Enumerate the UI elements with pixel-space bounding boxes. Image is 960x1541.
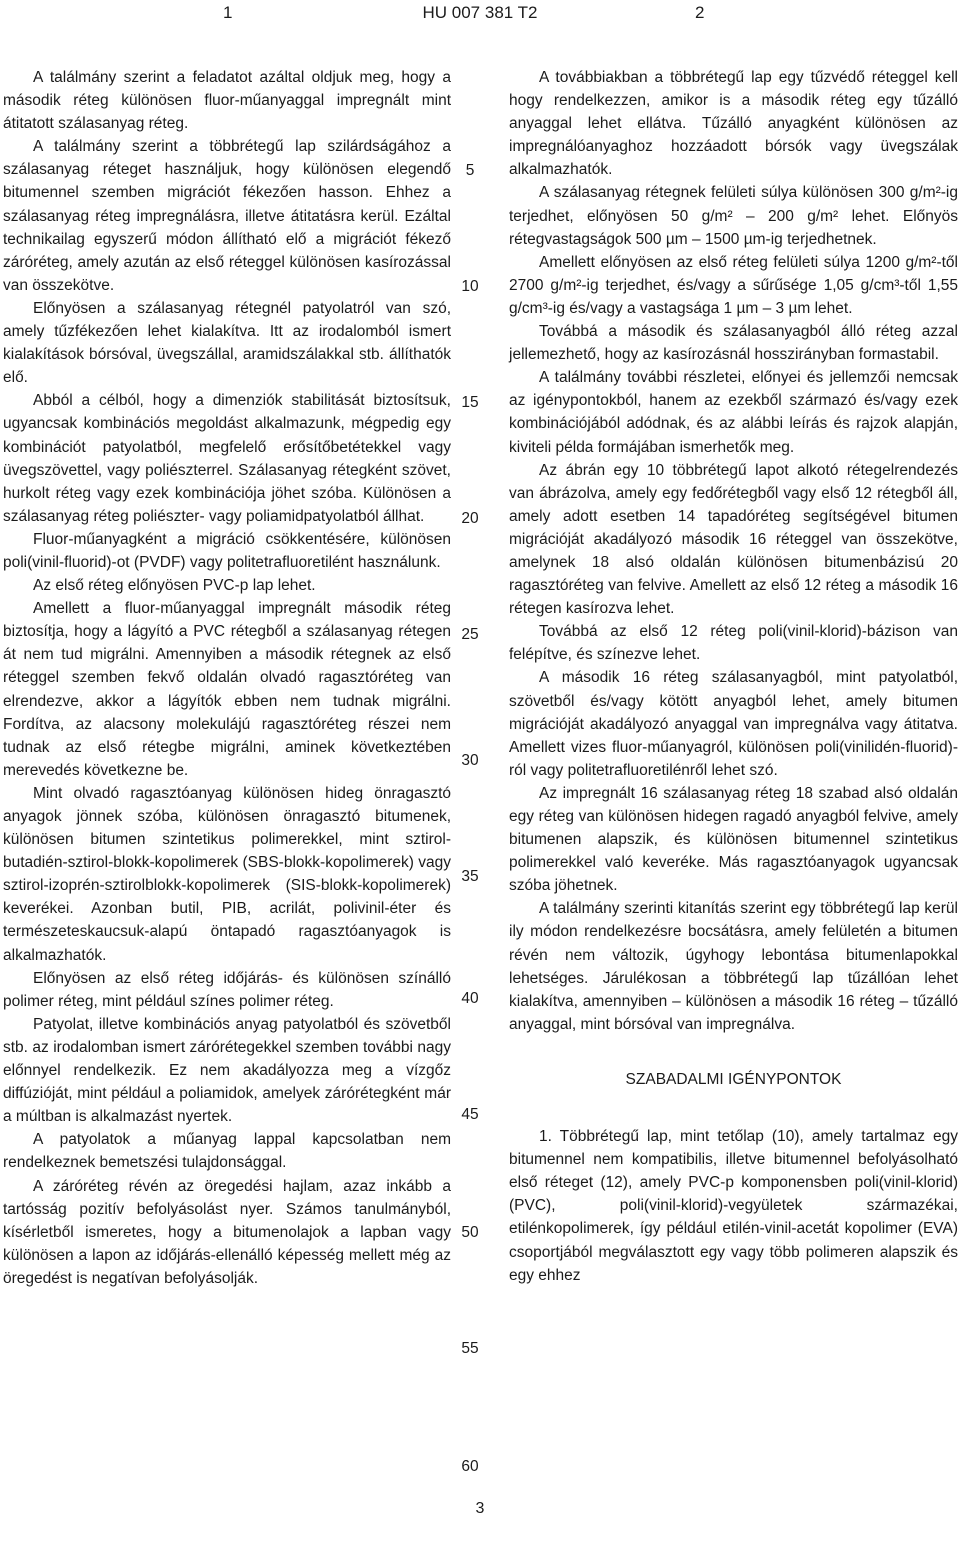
paragraph: A patyolatok a műanyag lappal kapcsolatban nem rendelkeznek bemetszési tulajdonsággal. — [3, 1131, 451, 1172]
paragraph: Továbbá az első 12 réteg poli(vinil-klorid)-bázison van felépítve, és színezve lehet. — [509, 623, 958, 664]
line-number: 55 — [461, 1340, 479, 1357]
paragraph: Előnyösen a szálasanyag rétegnél patyolatról van szó, amely tűzfékezően lehet kialakítva. Itt az irodalomból ismert kialakítások bórsóval, üvegszállal, aramidszálakkal stb. állíthatók elő. — [3, 299, 451, 387]
line-number: 35 — [461, 868, 479, 885]
line-number: 20 — [461, 510, 479, 527]
paragraph: A záróréteg révén az öregedési hajlam, azaz inkább a tartósság pozitív befolyásolást nyer. Számos tanulmányból, kísérletből ismeretes, hogy a bitumenolajok a lapban vagy különösen a lapon az időjárás-ellenálló képesség mellett még az öregedést is negatívan befolyásolják. — [3, 1177, 451, 1287]
left-column — [3, 66, 451, 1290]
paragraph: Fluor-műanyagként a migráció csökkentésére, különösen poli(vinil-fluorid)-ot (PVDF) vagy politetrafluoretilént használunk. — [3, 530, 451, 571]
document-id: HU 007 381 T2 — [422, 3, 538, 22]
paragraph: Patyolat, illetve kombinációs anyag patyolatból és szövetből stb. az irodalomban ismert zárórétegekkel szemben további nagy előnnyel rendelkezik. Ez nem akadályozza meg a vízgőz diffúzióját, mint például a poliamidok, amelyek zárórétegként már a múltban is alkalmazást nyertek. — [3, 1015, 451, 1126]
paragraph: Amellett előnyösen az első réteg felületi súlya 1200 g/m²-től 2700 g/m²-ig terjedhet, és/vagy a sűrűsége 1,05 g/cm³-től 1,55 g/cm³-ig és/vagy a vastagsága 1 µm – 3 µm lehet. — [509, 253, 958, 317]
claim-1: 1. Többrétegű lap, mint tetőlap (10), amely tartalmaz egy bitumennel nem kompatibilis, illetve bitumennel befolyásolható első réteget (12), amely PVC-p komponensben poli(vinil-klorid) (PVC), poli(vinil-klorid)-vegyületek származékai, etilénkopolimerek, így például etilén-vinil-acetát kopolimer (EVA) csoportjából megválasztott egy vagy több polimeren alapszik és egy ehhez — [509, 1128, 958, 1284]
paragraph: Mint olvadó ragasztóanyag különösen hideg önragasztó anyagok jönnek szóba, különösen önragasztó bitumenek, különösen bitumen szintetikus polimerekkel, mint sztirol-butadién-sztirol-blokk-kopolimerek (SBS-blokk-kopolimerek) vagy sztirol-izoprén-sztirolblokk-kopolimerek (SIS-blokk-kopolimerek) keverékei. Azonban butil, PIB, acrilát, polivinil-éter és természeteskaucsuk-alapú öntapadó ragasztóanyagok is alkalmazhatók. — [3, 784, 451, 964]
paragraph: A találmány további részletei, előnyei és jellemzői nemcsak az igénypontokból, hanem az ezekből származó és/vagy ezek kombinációjából adódnak, és az alábbi leírás és rajzok alapján, kiviteli példa formájában ismerhetők meg. — [509, 369, 958, 456]
paragraph: Továbbá a második és szálasanyagból álló réteg azzal jellemezhető, hogy az kasírozásnál hosszirányban formastabil. — [509, 323, 958, 364]
paragraph: A szálasanyag rétegnek felületi súlya különösen 300 g/m²-ig terjedhet, előnyösen 50 g/m² – 200 g/m² lehet. Előnyös rétegvastagságok 500 µm – 1500 µm-ig terjedhetnek. — [509, 184, 958, 248]
line-number: 60 — [461, 1458, 479, 1475]
line-number: 15 — [461, 394, 479, 411]
line-number: 50 — [461, 1224, 479, 1241]
paragraph: A továbbiakban a többrétegű lap egy tűzvédő réteggel kell hogy rendelkezzen, amikor is a második réteg egy tűzálló anyaggal lehet ellátva. Tűzálló anyagként különösen az impregnálóanyaghoz hozzáadott bórsók vagy üvegszálak alkalmazhatók. — [509, 69, 958, 179]
line-number: 25 — [461, 626, 479, 643]
claims-heading: SZABADALMI IGÉNYPONTOK — [625, 1070, 842, 1088]
line-number: 30 — [461, 752, 479, 769]
paragraph: Az első réteg előnyösen PVC-p lap lehet. — [33, 577, 316, 595]
right-column — [509, 66, 958, 1287]
page-number-bottom: 3 — [475, 1500, 485, 1517]
paragraph: Előnyösen az első réteg időjárás- és különösen színálló polimer réteg, mint például színes polimer réteg. — [3, 969, 451, 1010]
line-number: 45 — [461, 1106, 479, 1123]
line-number: 5 — [465, 162, 475, 179]
paragraph: A második 16 réteg szálasanyagból, mint patyolatból, szövetből és/vagy kötött anyagból lehet, amely bitumen migrációját akadályozó anyaggal van impregnálva vagy átitatva. Amellett vizes fluor-műanyagról, különösen poli(vinilidén-fluorid)-ról vagy politetrafluoretilénről lehet szó. — [509, 669, 958, 779]
line-number: 10 — [461, 278, 479, 295]
page-number-left: 1 — [223, 3, 233, 22]
paragraph: A találmány szerinti kitanítás szerint egy többrétegű lap kerül ily módon rendelkezésre bocsátásra, amely felületén a bitumen révén nem változik, úgyhogy lebontása bitumenlapokkal lehetséges. Járulékosan a többrétegű lap tűzállóan lehet kialakítva, amennyiben – különösen a második 16 réteg – tűzálló anyaggal, mint bórsóval van impregnálva. — [509, 900, 958, 1033]
line-number: 40 — [461, 990, 479, 1007]
paragraph: A találmány szerint a feladatot azáltal oldjuk meg, hogy a második réteg különösen fluor-műanyaggal impregnált mint átitatott szálasanyag réteg. — [3, 69, 451, 133]
page-number-right: 2 — [695, 3, 705, 22]
paragraph: Az impregnált 16 szálasanyag réteg 18 szabad alsó oldalán egy réteg van különösen hidegen ragadó anyagból felvive, amely bitumenen alapszik, és különösen bitumennel szintetikus polimerekkel való keveréke. Más ragasztóanyagok ugyancsak szóba jöhetnek. — [509, 784, 958, 895]
paragraph: Az ábrán egy 10 többrétegű lapot alkotó rétegelrendezés van ábrázolva, amely egy fedőrétegből vagy első 12 rétegből áll, amely adott esetben 14 tapadóréteg segítségével bitumen migrációját akadályozó második 16 réteggel van összekötve, amelynek 18 alsó oldalán különösen bitumenbázisú 20 ragasztóréteg van felvive. Amellett az első 12 réteg a második 16 rétegen kasírozva lehet. — [509, 461, 958, 618]
paragraph: A találmány szerint a többrétegű lap szilárdságához a szálasanyag réteget használjuk, hogy különösen elegendő bitumennel szemben migrációt fékezően hasson. Ehhez a szálasanyag réteg impregnálásra, illetve átitatásra kerül. Ezáltal technikailag egyszerű módon állítható elő a migrációt fékező záróréteg, amely azután az első réteggel különösen kasírozással van összekötve. — [3, 138, 451, 294]
paragraph: Abból a célból, hogy a dimenziók stabilitását biztosítsuk, ugyancsak kombinációs megoldást alkalmazunk, mégpedig egy kombinációt patyolatból, megfelelő erősítőbetétekkel vagy üvegszövettel, vagy poliészterrel. Szálasanyag rétegként szövet, hurkolt réteg vagy ezek kombinációja jöhet szóba. Különösen a szálasanyag réteg poliészter- vagy poliamidpatyolatból állhat. — [3, 392, 451, 525]
paragraph: Amellett a fluor-műanyaggal impregnált második réteg biztosítja, hogy a lágyító a PVC rétegből a szálasanyag rétegen át nem tud migrálni. Amennyiben a második rétegnek az első réteggel szemben fekvő oldalán olvadó ragasztóréteg van elrendezve, akkor a lágyítók ebben nem tudnak migrálni. Fordítva, az alacsony molekulájú ragasztóréteg részei nem tudnak az első rétegbe migrálni, aminek következtében merevedés következne be. — [3, 600, 451, 779]
